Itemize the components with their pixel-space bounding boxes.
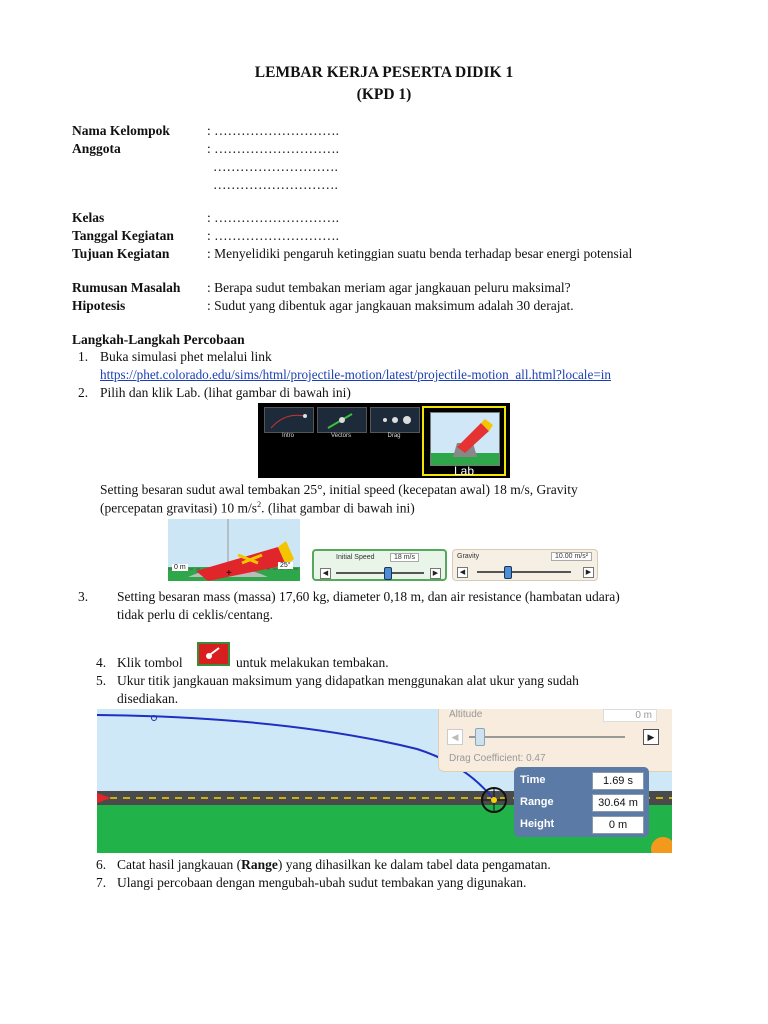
field-label-tanggal: Tanggal Kegiatan bbox=[72, 228, 174, 243]
step-5-line-2: disediakan. bbox=[117, 691, 179, 706]
tab-lab-label: Lab bbox=[453, 464, 475, 478]
step-6-text-bold: Range bbox=[241, 857, 278, 872]
step-6-text-b: ) yang dihasilkan ke dalam tabel data pengamatan. bbox=[277, 857, 551, 872]
fire-button-icon bbox=[197, 642, 230, 666]
trajectory-screenshot bbox=[97, 709, 672, 853]
initial-speed-label: Initial Speed bbox=[336, 554, 375, 561]
step-5-line-1: Ukur titik jangkauan maksimum yang didapatkan menggunakan alat ukur yang sudah bbox=[117, 673, 579, 688]
step-5-number: 5. bbox=[96, 673, 107, 688]
step-2-text: Pilih dan klik Lab. (lihat gambar di bawah ini) bbox=[100, 385, 351, 400]
tab-vectors[interactable]: Vectors bbox=[330, 433, 351, 439]
field-value-anggota-2: ………………………. bbox=[213, 159, 338, 174]
cannon-height-readout: 0 m bbox=[174, 564, 186, 571]
gravity-panel bbox=[452, 549, 598, 581]
field-label-rumusan: Rumusan Masalah bbox=[72, 280, 181, 295]
svg-text:+: + bbox=[226, 568, 232, 579]
field-value-anggota-3: ………………………. bbox=[213, 177, 338, 192]
field-label-nama-kelompok: Nama Kelompok bbox=[72, 123, 170, 138]
document-title: LEMBAR KERJA PESERTA DIDIK 1 bbox=[254, 64, 514, 81]
initial-speed-value: 18 m/s bbox=[390, 553, 419, 562]
step-4-text-b: untuk melakukan tembakan. bbox=[236, 655, 389, 670]
document-subtitle: (KPD 1) bbox=[356, 86, 412, 103]
initial-speed-panel bbox=[312, 549, 447, 581]
speed-slider-track[interactable] bbox=[336, 572, 424, 574]
phet-menu-screenshot bbox=[258, 403, 510, 478]
step-7-text: Ulangi percobaan dengan mengubah-ubah sudut tembakan yang digunakan. bbox=[117, 875, 527, 890]
tab-intro[interactable]: Intro bbox=[281, 433, 294, 439]
altitude-increase-button[interactable]: ▶ bbox=[643, 729, 659, 745]
step-6-text-a: Catat hasil jangkauan ( bbox=[117, 857, 242, 872]
step-1-text: Buka simulasi phet melalui link bbox=[100, 349, 272, 364]
field-label-hipotesis: Hipotesis bbox=[72, 298, 126, 313]
cannon-angle-readout: 25° bbox=[280, 562, 291, 569]
range-value: 30.64 m bbox=[592, 794, 644, 812]
time-row bbox=[514, 769, 649, 791]
gravity-slider-track[interactable] bbox=[477, 571, 571, 573]
intro-thumbnail[interactable] bbox=[264, 407, 314, 433]
speed-slider-knob[interactable] bbox=[384, 567, 392, 580]
phet-link[interactable]: https://phet.colorado.edu/sims/html/projectile-motion/latest/projectile-motion_all.html?locale=in bbox=[100, 367, 612, 382]
step-6-number: 6. bbox=[96, 857, 107, 872]
steps-heading: Langkah-Langkah Percobaan bbox=[72, 332, 245, 347]
gravity-label: Gravity bbox=[457, 553, 480, 560]
altitude-panel bbox=[438, 709, 672, 772]
setting-line-2-b: . (lihat gambar di bawah ini) bbox=[261, 500, 415, 516]
field-value-kelas: : ………………………. bbox=[207, 210, 340, 225]
field-value-anggota: : ………………………. bbox=[207, 141, 340, 156]
height-value: 0 m bbox=[592, 816, 644, 834]
altitude-value: 0 m bbox=[603, 709, 657, 722]
step-3-number: 3. bbox=[78, 589, 89, 604]
drag-coefficient-label: Drag Coefficient: 0.47 bbox=[449, 753, 546, 764]
altitude-slider-knob[interactable] bbox=[475, 728, 485, 746]
field-value-hipotesis: : Sudut yang dibentuk agar jangkauan maksimum adalah 30 derajat. bbox=[207, 298, 574, 313]
setting-line-2 bbox=[100, 500, 415, 517]
tab-drag[interactable]: Drag bbox=[387, 433, 401, 439]
measuring-tool-panel[interactable] bbox=[514, 767, 649, 837]
field-value-rumusan: : Berapa sudut tembakan meriam agar jangkauan peluru maksimal? bbox=[207, 280, 571, 295]
time-value: 1.69 s bbox=[592, 772, 644, 790]
range-label: Range bbox=[520, 796, 554, 808]
time-label: Time bbox=[520, 774, 546, 786]
gravity-value: 10.00 m/s² bbox=[551, 552, 592, 561]
height-label: Height bbox=[520, 818, 555, 830]
tab-lab-selected[interactable] bbox=[422, 406, 506, 476]
range-row bbox=[514, 791, 649, 813]
vectors-thumbnail[interactable] bbox=[317, 407, 367, 433]
setting-line-1: Setting besaran sudut awal tembakan 25°, initial speed (kecepatan awal) 18 m/s, Gravity bbox=[100, 482, 578, 497]
speed-decrease-button[interactable]: ◀ bbox=[320, 568, 331, 579]
step-2-number: 2. bbox=[78, 385, 89, 400]
field-label-kelas: Kelas bbox=[72, 210, 105, 225]
step-7-number: 7. bbox=[96, 875, 107, 890]
cannon-screenshot bbox=[168, 519, 300, 581]
gravity-increase-button[interactable]: ▶ bbox=[583, 567, 594, 578]
step-3-line-1: Setting besaran mass (massa) 17,60 kg, diameter 0,18 m, dan air resistance (hambatan udara) bbox=[117, 589, 620, 604]
altitude-slider-track[interactable] bbox=[469, 736, 625, 738]
lab-cannon-icon bbox=[430, 412, 500, 466]
step-4-number: 4. bbox=[96, 655, 107, 670]
altitude-decrease-button[interactable]: ◀ bbox=[447, 729, 463, 745]
step-1-number: 1. bbox=[78, 349, 89, 364]
step-6-text bbox=[117, 857, 551, 873]
field-value-tanggal: : ………………………. bbox=[207, 228, 340, 243]
field-label-tujuan: Tujuan Kegiatan bbox=[72, 246, 170, 261]
step-3-line-2: tidak perlu di ceklis/centang. bbox=[117, 607, 273, 622]
gravity-slider-knob[interactable] bbox=[504, 566, 512, 579]
speed-increase-button[interactable]: ▶ bbox=[430, 568, 441, 579]
field-value-nama-kelompok: : ………………………. bbox=[207, 123, 340, 138]
setting-line-2-a: (percepatan gravitasi) 10 m/s bbox=[100, 500, 258, 516]
field-label-anggota: Anggota bbox=[72, 141, 121, 156]
gravity-decrease-button[interactable]: ◀ bbox=[457, 567, 468, 578]
altitude-label: Altitude bbox=[449, 709, 483, 720]
field-value-tujuan: : Menyelidiki pengaruh ketinggian suatu benda terhadap besar energi potensial bbox=[207, 246, 633, 261]
height-row bbox=[514, 813, 649, 835]
drag-thumbnail[interactable] bbox=[370, 407, 420, 433]
setting-line-2-sup: 2 bbox=[257, 500, 262, 509]
step-4-text-a: Klik tombol bbox=[117, 655, 183, 670]
